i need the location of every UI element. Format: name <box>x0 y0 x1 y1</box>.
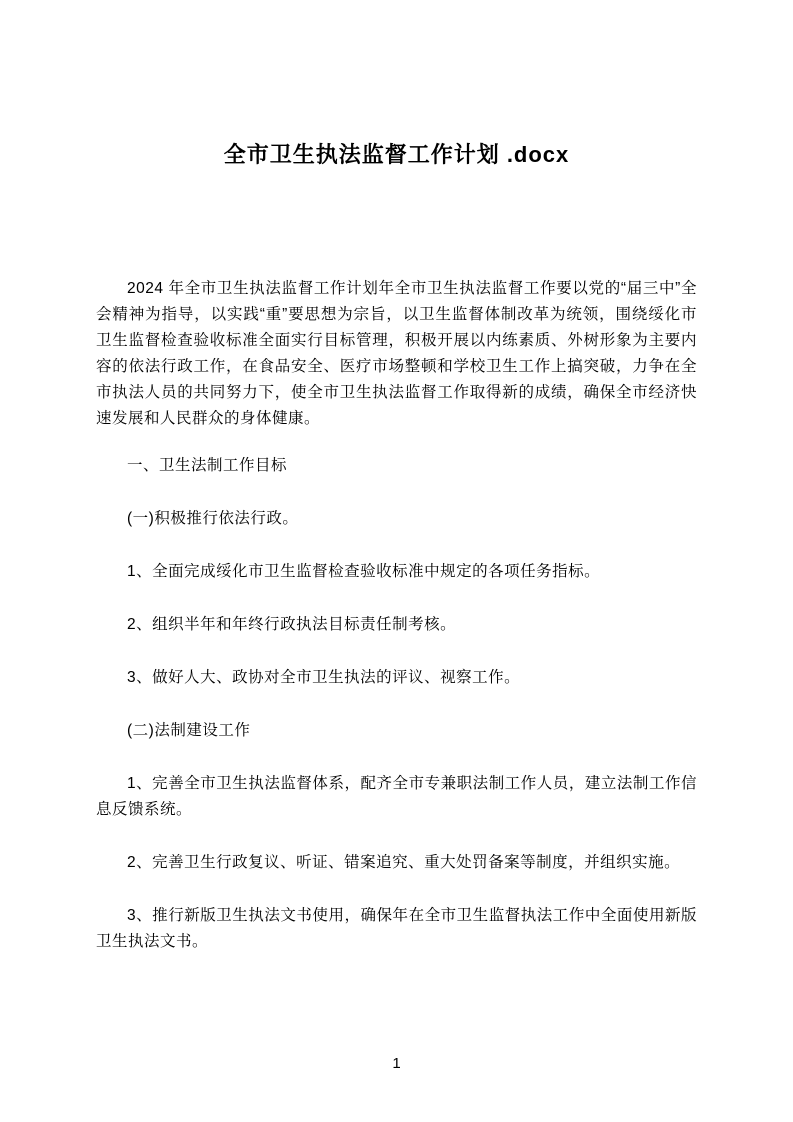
paragraph-subsection-1: (一)积极推行依法行政。 <box>127 509 299 527</box>
document-body <box>96 276 697 955</box>
paragraph-item-3: 3、做好人大、政协对全市卫生执法的评议、视察工作。 <box>127 668 521 686</box>
paragraph-item-1: 1、全面完成绥化市卫生监督检查验收标准中规定的各项任务指标。 <box>127 562 601 580</box>
document-title: 全市卫生执法监督工作计划 .docx <box>223 142 570 167</box>
paragraph-item-2: 2、组织半年和年终行政执法目标责任制考核。 <box>127 615 457 633</box>
paragraph-intro: 2024 年全市卫生执法监督工作计划年全市卫生执法监督工作要以党的“届三中”全会精神为指导，以实践“重”要思想为宗旨，以卫生监督体制改革为统领，围绕绥化市卫生监督检查验收标准全面实行目标管理，积极开展以内练素质、外树形象为主要内容的依法行政工作，在食品安全、医疗市场整顿和学校卫生工作上搞突破，力争在全市执法人员的共同努力下，使全市卫生执法监督工作取得新的成绩，确保全市经济快速发展和人民群众的身体健康。 <box>96 279 697 427</box>
page-footer <box>0 1054 793 1074</box>
paragraph-subsection-2: (二)法制建设工作 <box>127 721 251 739</box>
paragraph-item-5: 2、完善卫生行政复议、听证、错案追究、重大处罚备案等制度，并组织实施。 <box>127 853 681 871</box>
paragraph-item-6: 3、推行新版卫生执法文书使用，确保年在全市卫生监督执法工作中全面使用新版卫生执法文书。 <box>96 906 697 950</box>
paragraph-item-4: 1、完善全市卫生执法监督体系，配齐全市专兼职法制工作人员，建立法制工作信息反馈系统。 <box>96 774 697 818</box>
paragraph-section-1-heading: 一、卫生法制工作目标 <box>127 456 288 474</box>
page-number: 1 <box>392 1055 401 1072</box>
